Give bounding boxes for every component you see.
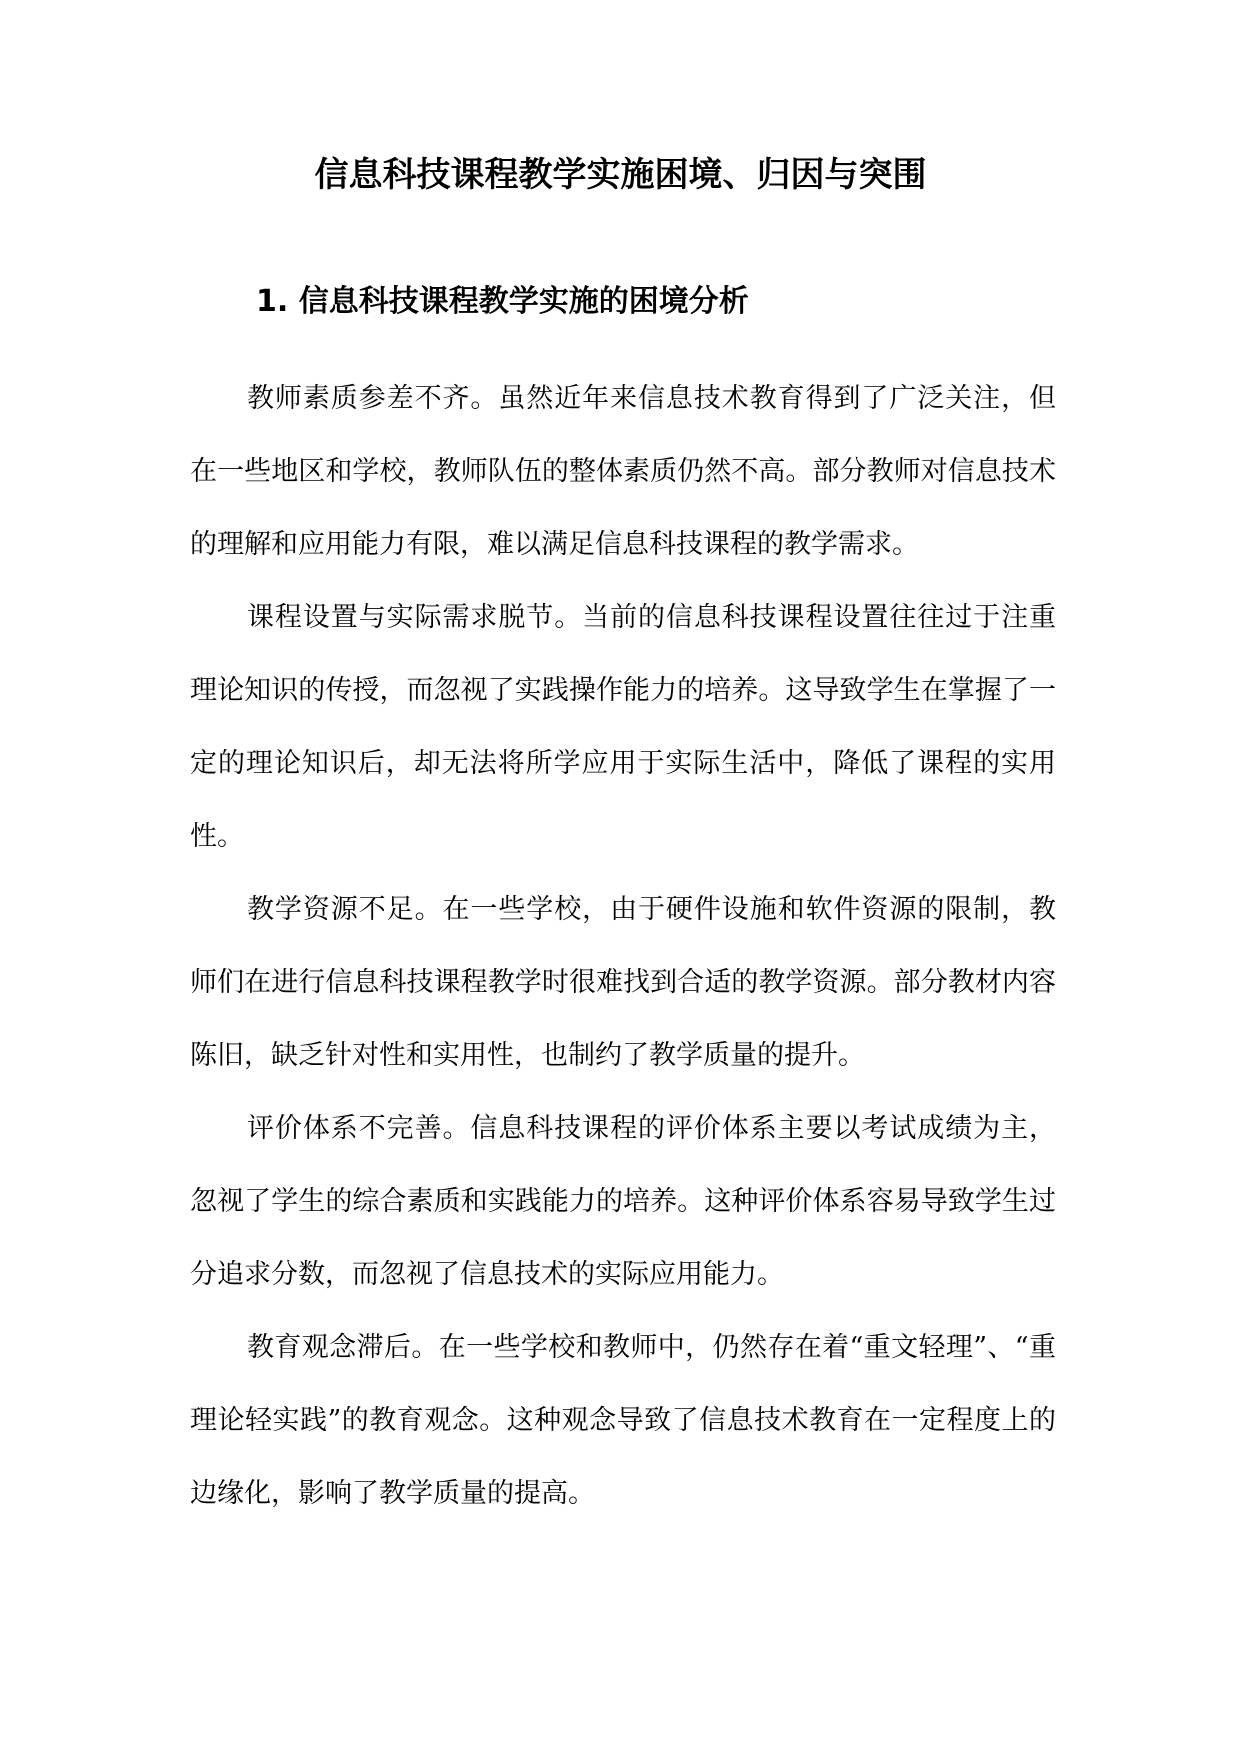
paragraph-resource-shortage: 教学资源不足。在一些学校，由于硬件设施和软件资源的限制，教师们在进行信息科技课程教学时很难找到合适的教学资源。部分教材内容陈旧，缺乏针对性和实用性，也制约了教学质量的提升。 bbox=[190, 894, 1056, 1071]
paragraph-curriculum-mismatch: 课程设置与实际需求脱节。当前的信息科技课程设置往往过于注重理论知识的传授，而忽视了实践操作能力的培养。这导致学生在掌握了一定的理论知识后，却无法将所学应用于实际生活中，降低了课程的实用性。 bbox=[190, 602, 1056, 852]
paragraph-evaluation-system: 评价体系不完善。信息科技课程的评价体系主要以考试成绩为主，忽视了学生的综合素质和实践能力的培养。这种评价体系容易导致学生过分追求分数，而忽视了信息技术的实际应用能力。 bbox=[190, 1113, 1056, 1290]
section-heading: 1. 信息科技课程教学实施的困境分析 bbox=[256, 284, 749, 319]
body-text bbox=[190, 362, 1056, 1530]
document-title: 信息科技课程教学实施困境、归因与突围 bbox=[314, 155, 927, 195]
paragraph-teacher-quality: 教师素质参差不齐。虽然近年来信息技术教育得到了广泛关注，但在一些地区和学校，教师队伍的整体素质仍然不高。部分教师对信息技术的理解和应用能力有限，难以满足信息科技课程的教学需求。 bbox=[190, 383, 1056, 560]
paragraph-education-concept: 教育观念滞后。在一些学校和教师中，仍然存在着“重文轻理”、“重理论轻实践”的教育观念。这种观念导致了信息技术教育在一定程度上的边缘化，影响了教学质量的提高。 bbox=[190, 1332, 1056, 1509]
